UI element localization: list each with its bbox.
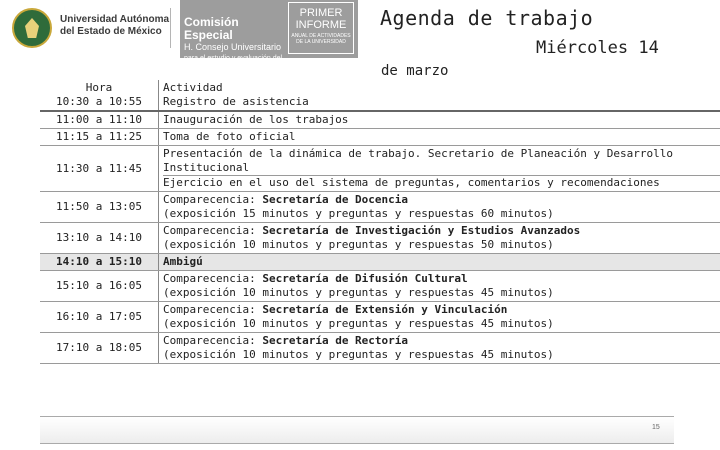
table-row bbox=[40, 333, 720, 364]
row-label: Comparecencia: bbox=[163, 193, 256, 206]
row-activity bbox=[159, 333, 720, 364]
commission-text bbox=[184, 16, 286, 64]
table-row bbox=[40, 271, 720, 302]
primer-informe-badge bbox=[288, 2, 354, 54]
table-row bbox=[40, 146, 720, 192]
commission-line2: H. Consejo Universitario bbox=[184, 42, 282, 52]
row-section: Secretaría de Investigación y Estudios Avanzados bbox=[262, 224, 581, 237]
university-name-line1: Universidad Autónoma bbox=[60, 14, 170, 25]
badge-line1: PRIMER bbox=[299, 7, 343, 19]
commission-logo bbox=[180, 0, 358, 62]
row-activity bbox=[159, 223, 720, 254]
commission-line3: para el estudio y evaluación del bbox=[184, 55, 283, 62]
row-time: 11:30 a 11:45 bbox=[40, 146, 159, 192]
row-time: 16:10 a 17:05 bbox=[40, 302, 159, 333]
row-time: 11:50 a 13:05 bbox=[40, 192, 159, 223]
row-detail: (exposición 10 minutos y preguntas y respuestas 50 minutos) bbox=[163, 238, 554, 251]
badge-small-text: ANUAL DE ACTIVIDADES DE LA UNIVERSIDAD bbox=[291, 33, 351, 45]
table-row bbox=[40, 223, 720, 254]
row-time: 17:10 a 18:05 bbox=[40, 333, 159, 364]
row-activity bbox=[159, 271, 720, 302]
row-label: Comparecencia: bbox=[163, 224, 256, 237]
date-line2: de marzo bbox=[381, 63, 449, 79]
row-section: Secretaría de Docencia bbox=[262, 193, 409, 206]
logo-divider bbox=[170, 8, 171, 48]
row-activity bbox=[159, 192, 720, 223]
row-detail: (exposición 10 minutos y preguntas y respuestas 45 minutos) bbox=[163, 348, 554, 361]
university-logo bbox=[12, 8, 172, 48]
row-activity bbox=[159, 302, 720, 333]
commission-line1: Comisión Especial bbox=[184, 15, 239, 42]
university-name bbox=[60, 14, 180, 38]
table-row bbox=[40, 111, 720, 129]
table-row bbox=[40, 192, 720, 223]
badge-line2: INFORME bbox=[295, 19, 347, 31]
table-row bbox=[40, 302, 720, 333]
row-section: Secretaría de Difusión Cultural bbox=[262, 272, 468, 285]
row-activity: Ambigú bbox=[159, 254, 720, 271]
university-name-line2: del Estado de México bbox=[60, 26, 162, 37]
row-activity: Inauguración de los trabajos bbox=[159, 111, 720, 129]
row-section: Secretaría de Extensión y Vinculación bbox=[262, 303, 508, 316]
row-activity-line1: Presentación de la dinámica de trabajo. Secretario de Planeación y Desarrollo Institucional bbox=[163, 147, 720, 176]
header-time bbox=[40, 80, 159, 111]
row-section: Secretaría de Rectoría bbox=[262, 334, 409, 347]
footer-bar bbox=[40, 416, 674, 444]
row-time: 13:10 a 14:10 bbox=[40, 223, 159, 254]
row-detail: (exposición 15 minutos y preguntas y respuestas 60 minutos) bbox=[163, 207, 554, 220]
agenda-table bbox=[40, 80, 720, 364]
row-time: 15:10 a 16:05 bbox=[40, 271, 159, 302]
col-time-label: Hora bbox=[85, 81, 113, 94]
row-detail: (exposición 10 minutos y preguntas y respuestas 45 minutos) bbox=[163, 286, 554, 299]
row-activity: Toma de foto oficial bbox=[159, 129, 720, 146]
row-label: Comparecencia: bbox=[163, 272, 256, 285]
row-time: 10:30 a 10:55 bbox=[55, 95, 143, 108]
col-activity-label: Actividad bbox=[163, 81, 223, 94]
date-line1: Miércoles 14 bbox=[536, 38, 659, 58]
row-label: Comparecencia: bbox=[163, 303, 256, 316]
table-row bbox=[40, 129, 720, 146]
page-title: Agenda de trabajo bbox=[380, 6, 594, 30]
row-activity bbox=[159, 146, 720, 192]
table-row-break bbox=[40, 254, 720, 271]
row-detail: (exposición 10 minutos y preguntas y respuestas 45 minutos) bbox=[163, 317, 554, 330]
page-number: 15 bbox=[652, 424, 660, 431]
university-crest-icon bbox=[12, 8, 52, 48]
header-activity bbox=[159, 80, 720, 111]
row-label: Comparecencia: bbox=[163, 334, 256, 347]
table-header-row bbox=[40, 80, 720, 111]
row-time: 14:10 a 15:10 bbox=[40, 254, 159, 271]
row-activity: Registro de asistencia bbox=[163, 95, 309, 108]
row-activity-line2: Ejercicio en el uso del sistema de preguntas, comentarios y recomendaciones bbox=[163, 176, 660, 189]
row-time: 11:00 a 11:10 bbox=[40, 111, 159, 129]
row-time: 11:15 a 11:25 bbox=[40, 129, 159, 146]
